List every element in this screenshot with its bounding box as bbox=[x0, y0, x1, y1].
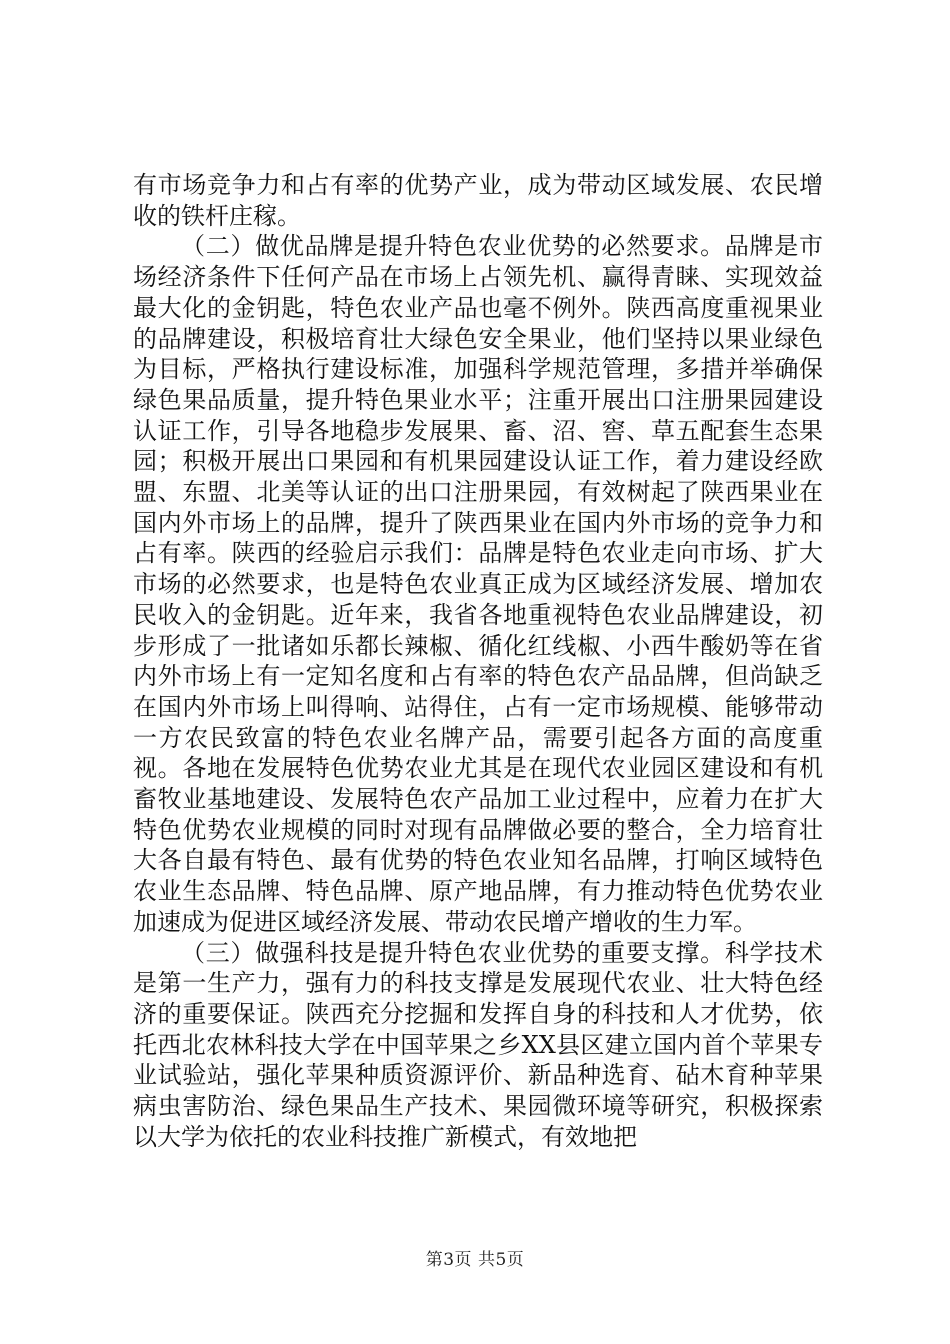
page-footer bbox=[0, 1245, 950, 1270]
paragraph-brand: （二）做优品牌是提升特色农业优势的必然要求。品牌是市场经济条件下任何产品在市场上占领先机、赢得青睐、实现效益最大化的金钥匙，特色农业产品也毫不例外。陕西高度重视果业的品牌建设，积极培育壮大绿色安全果业，他们坚持以果业绿色为目标，严格执行建设标准，加强科学规范管理，多措并举确保绿色果品质量，提升特色果业水平；注重开展出口注册果园建设认证工作，引导各地稳步发展果、畜、沼、窖、草五配套生态果园；积极开展出口果园和有机果园建设认证工作，着力建设经欧盟、东盟、北美等认证的出口注册果园，有效树起了陕西果业在国内外市场上的品牌，提升了陕西果业在国内外市场的竞争力和占有率。陕西的经验启示我们：品牌是特色农业走向市场、扩大市场的必然要求，也是特色农业真正成为区域经济发展、增加农民收入的金钥匙。近年来，我省各地重视特色农业品牌建设，初步形成了一批诸如乐都长辣椒、循化红线椒、小西牛酸奶等在省内外市场上有一定知名度和占有率的特色农产品品牌，但尚缺乏在国内外市场上叫得响、站得住，占有一定市场规模、能够带动一方农民致富的特色农业名牌产品，需要引起各方面的高度重视。各地在发展特色优势农业尤其是在现代农业园区建设和有机畜牧业基地建设、发展特色农产品加工业过程中，应着力在扩大特色优势农业规模的同时对现有品牌做必要的整合，全力培育壮大各自最有特色、最有优势的特色农业知名品牌，打响区域特色农业生态品牌、特色品牌、原产地品牌，有力推动特色优势农业加速成为促进区域经济发展、带动农民增产增收的生力军。 bbox=[133, 232, 823, 936]
paragraph-continuation: 有市场竞争力和占有率的优势产业，成为带动区域发展、农民增收的铁杆庄稼。 bbox=[133, 171, 823, 230]
document-body bbox=[133, 170, 823, 1153]
page-number: 第3页 共5页 bbox=[425, 1250, 525, 1270]
paragraph-technology: （三）做强科技是提升特色农业优势的重要支撑。科学技术是第一生产力，强有力的科技支撑是发展现代农业、壮大特色经济的重要保证。陕西充分挖掘和发挥自身的科技和人才优势，依托西北农林科技大学在中国苹果之乡XX县区建立国内首个苹果专业试验站，强化苹果种质资源评价、新品种选育、砧木育种苹果病虫害防治、绿色果品生产技术、果园微环境等研究，积极探索以大学为依托的农业科技推广新模式，有效地把 bbox=[133, 938, 823, 1151]
